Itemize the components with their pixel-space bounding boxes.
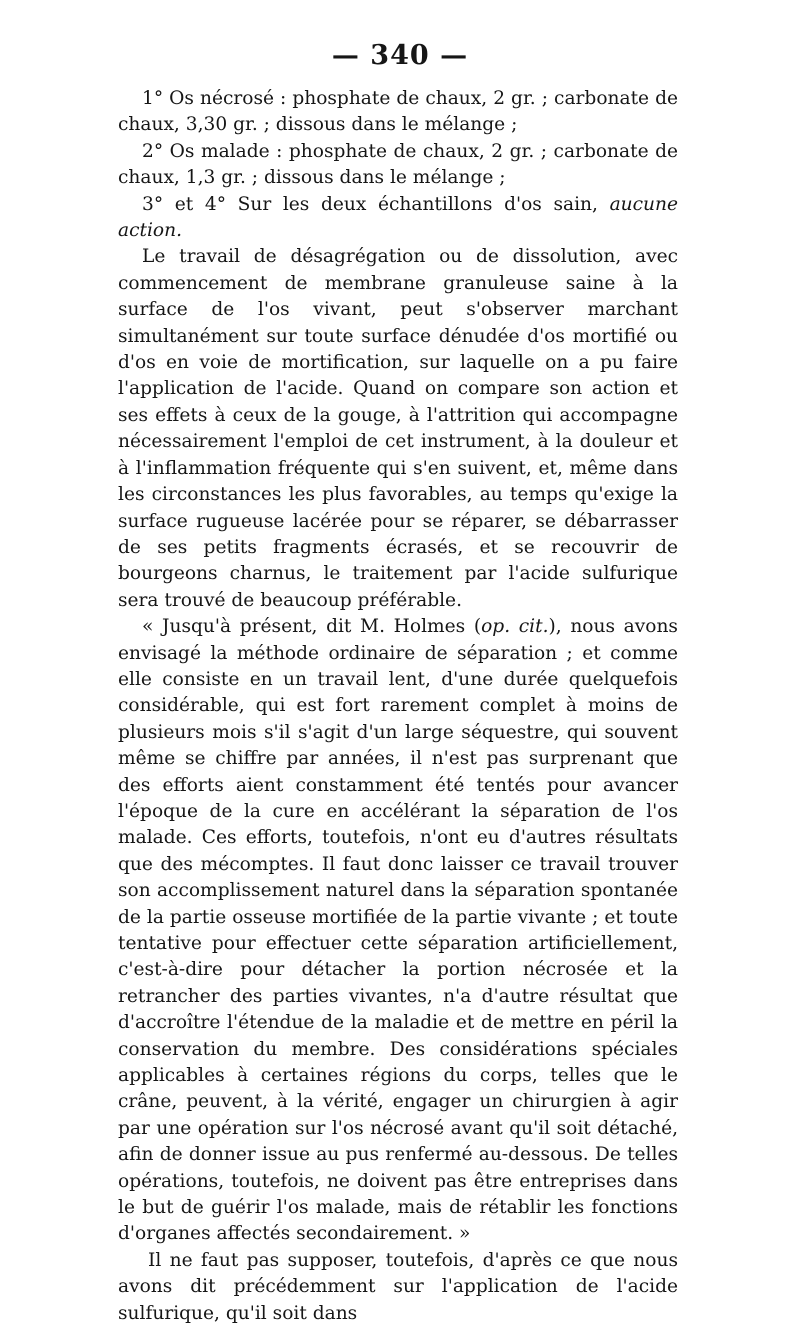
item-emphasis: aucune action. [118,193,678,242]
list-item-2 [118,139,678,192]
citation: op. cit. [481,616,549,638]
item-text: Sur les deux échantillons d'os sain, [237,193,610,215]
item-label: 1° Os nécrosé : [142,88,293,109]
paragraph-1: Le travail de désagrégation ou de dissolution, avec commencement de membrane granuleuse saine à la surface de l'os vivant, peut s'observer marchant simultanément sur toute surface dénudée d'os mortifié ou d'os en voie de mortification, sur laquelle on a pu faire l'application de l'acide. Quand on compare son action et ses effets à ceux de la gouge, à l'attrition qui accompagne nécessairement l'emploi de cet instrument, à la douleur et à l'inflammation fréquente qui s'en suivent, et, même dans les circonstances les plus favorables, au temps qu'exige la surface rugueuse lacérée pour se réparer, se débarrasser de ses petits fragments écrasés, et se recouvrir de bourgeons charnus, le traitement par l'acide sulfurique sera trouvé de beaucoup préférable. [118,246,678,611]
item-label: 2° Os malade : [142,140,289,162]
list-item-1 [118,86,678,139]
item-label: 3° et 4° [142,193,238,215]
item-text: phosphate de chaux, 2 gr. ; carbonate de chaux, 1,3 gr. ; dissous dans le mélange ; [118,140,678,189]
page-number: — 340 — [331,40,469,71]
list-item-3 [118,192,678,245]
body-text [118,86,678,1327]
quote-open: « Jusqu'à présent, dit M. Holmes ( [142,616,482,638]
quote-body: ), nous avons envisagé la méthode ordinaire de séparation ; et comme elle consiste en un travail lent, d'une durée quelquefois considérable, qui est fort rarement complet à moins de plusieurs mois s'il s'agit d'un large séquestre, qui souvent même se chiffre par années, il n'est pas surprenant que des efforts aient constamment été tentés pour avancer l'époque de la cure en accélérant la séparation de l'os malade. Ces efforts, toutefois, n'ont eu d'autres résultats que des mécomptes. Il faut donc laisser ce travail trouver son accomplissement naturel dans la séparation spontanée de la partie osseuse mortifiée de la partie vivante ; et toute tentative pour effectuer cette séparation artificiellement, c'est-à-dire pour détacher la portion nécrosée et la retrancher des parties vivantes, n'a d'autre résultat que d'accroître l'étendue de la maladie et de mettre en péril la conservation du membre. Des considérations spéciales applicables à certaines régions du corps, telles que le crâne, peuvent, à la vérité, engager un chirurgien à agir par une opération sur l'os nécrosé avant qu'il soit détaché, afin de donner issue au pus renfermé au-dessous. De telles opérations, toutefois, ne doivent pas être entreprises dans le but de guérir l'os malade, mais de rétablir les fonctions d'organes affectés secondairement. » [118,616,678,1245]
item-text: phosphate de chaux, 2 gr. ; carbonate de chaux, 3,30 gr. ; dissous dans le mélange ; [118,88,678,136]
paragraph-3: Il ne faut pas supposer, toutefois, d'après ce que nous avons dit précédemment sur l'application de l'acide sulfurique, qu'il soit dans [118,1249,678,1324]
paragraph-2 [118,614,678,1248]
